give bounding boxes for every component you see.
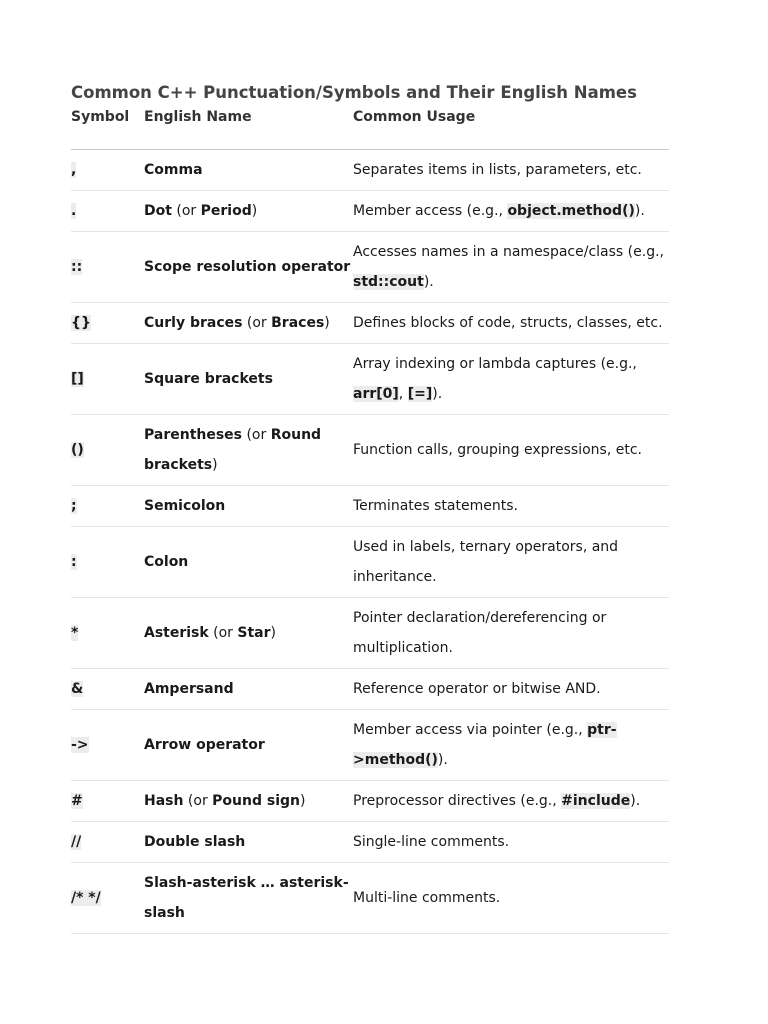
bold-term: Period	[200, 203, 252, 219]
code-snippet: object.method()	[507, 203, 635, 219]
symbol-glyph: .	[71, 203, 77, 219]
text-run: ).	[423, 274, 434, 290]
symbol-cell	[71, 191, 144, 232]
text-run: Used in labels, ternary operators, and inheritance.	[353, 539, 619, 585]
english-name-cell	[144, 232, 353, 303]
bold-term: Square brackets	[144, 371, 273, 387]
english-name-cell	[144, 863, 353, 934]
symbol-glyph: :	[71, 554, 77, 570]
text-run: ).	[634, 203, 645, 219]
symbol-cell	[71, 415, 144, 486]
common-usage-cell	[353, 863, 669, 934]
text-run: Function calls, grouping expressions, etc.	[353, 442, 642, 458]
table-row	[71, 486, 669, 527]
symbol-cell	[71, 344, 144, 415]
common-usage-cell	[353, 781, 669, 822]
bold-term: Slash-asterisk … asterisk-slash	[144, 875, 349, 921]
column-header-common-usage: Common Usage	[353, 109, 669, 150]
table-row	[71, 344, 669, 415]
table-row	[71, 415, 669, 486]
bold-term: Colon	[144, 554, 189, 570]
english-name-cell	[144, 710, 353, 781]
text-run: )	[251, 203, 258, 219]
table-row	[71, 232, 669, 303]
bold-term: Hash	[144, 793, 184, 809]
text-run: Preprocessor directives (e.g.,	[353, 793, 562, 809]
text-run: Accesses names in a namespace/class (e.g.,	[353, 244, 664, 260]
text-run: Single-line comments.	[353, 834, 510, 850]
text-run: ).	[437, 752, 448, 768]
code-snippet: #include	[561, 793, 631, 809]
common-usage-cell	[353, 710, 669, 781]
symbol-glyph: /* */	[71, 890, 101, 906]
bold-term: Pound sign	[212, 793, 300, 809]
symbol-glyph: #	[71, 793, 83, 809]
symbol-glyph: ,	[71, 162, 77, 178]
bold-term: Double slash	[144, 834, 246, 850]
code-snippet: ptr->method()	[353, 722, 617, 768]
english-name-cell	[144, 344, 353, 415]
bold-term: Round brackets	[144, 427, 322, 473]
code-snippet: std::cout	[353, 274, 424, 290]
symbol-glyph: {}	[71, 315, 91, 331]
symbol-cell	[71, 863, 144, 934]
text-run: (or	[242, 315, 272, 331]
bold-term: Parentheses	[144, 427, 243, 443]
document-page	[71, 82, 669, 934]
common-usage-cell	[353, 150, 669, 191]
common-usage-cell	[353, 303, 669, 344]
table-row	[71, 710, 669, 781]
english-name-cell	[144, 303, 353, 344]
common-usage-cell	[353, 669, 669, 710]
bold-term: Semicolon	[144, 498, 226, 514]
table-row	[71, 150, 669, 191]
column-header-english-name: English Name	[144, 109, 353, 150]
symbol-glyph: ;	[71, 498, 77, 514]
table-row	[71, 527, 669, 598]
english-name-cell	[144, 191, 353, 232]
bold-term: Ampersand	[144, 681, 234, 697]
text-run: Member access via pointer (e.g.,	[353, 722, 588, 738]
table-row	[71, 598, 669, 669]
text-run: )	[212, 457, 218, 473]
bold-term: Curly braces	[144, 315, 243, 331]
text-run: Multi-line comments.	[353, 890, 501, 906]
symbol-cell	[71, 232, 144, 303]
text-run: ).	[432, 386, 443, 402]
bold-term: Comma	[144, 162, 203, 178]
symbol-cell	[71, 527, 144, 598]
code-snippet: [=]	[407, 386, 433, 402]
text-run: Member access (e.g.,	[353, 203, 508, 219]
common-usage-cell	[353, 415, 669, 486]
text-run: Defines blocks of code, structs, classes, etc.	[353, 315, 663, 331]
english-name-cell	[144, 598, 353, 669]
bold-term: Dot	[144, 203, 172, 219]
common-usage-cell	[353, 527, 669, 598]
table-body	[71, 150, 669, 934]
text-run: (or	[183, 793, 213, 809]
english-name-cell	[144, 415, 353, 486]
english-name-cell	[144, 486, 353, 527]
symbol-cell	[71, 598, 144, 669]
english-name-cell	[144, 669, 353, 710]
symbol-glyph: ::	[71, 259, 83, 275]
text-run: ,	[398, 386, 408, 402]
symbol-cell	[71, 822, 144, 863]
common-usage-cell	[353, 191, 669, 232]
table-row	[71, 669, 669, 710]
english-name-cell	[144, 527, 353, 598]
common-usage-cell	[353, 822, 669, 863]
symbol-glyph: &	[71, 681, 84, 697]
symbol-glyph: ()	[71, 442, 84, 458]
bold-term: Scope resolution operator	[144, 259, 351, 275]
symbols-table	[71, 109, 669, 934]
symbol-glyph: *	[71, 625, 79, 641]
symbol-glyph: //	[71, 834, 82, 850]
table-row	[71, 303, 669, 344]
bold-term: Arrow operator	[144, 737, 265, 753]
bold-term: Asterisk	[144, 625, 209, 641]
symbol-cell	[71, 486, 144, 527]
text-run: Pointer declaration/dereferencing or multiplication.	[353, 610, 607, 656]
common-usage-cell	[353, 344, 669, 415]
column-header-symbol: Symbol	[71, 109, 144, 150]
common-usage-cell	[353, 486, 669, 527]
text-run: (or	[171, 203, 201, 219]
symbol-cell	[71, 710, 144, 781]
english-name-cell	[144, 822, 353, 863]
table-row	[71, 822, 669, 863]
bold-term: Braces	[271, 315, 325, 331]
english-name-cell	[144, 781, 353, 822]
page-title: Common C++ Punctuation/Symbols and Their English Names	[71, 83, 637, 102]
text-run: )	[270, 625, 276, 641]
text-run: )	[324, 315, 330, 331]
english-name-cell	[144, 150, 353, 191]
common-usage-cell	[353, 232, 669, 303]
symbol-cell	[71, 150, 144, 191]
text-run: Reference operator or bitwise AND.	[353, 681, 601, 697]
symbol-cell	[71, 303, 144, 344]
text-run: Array indexing or lambda captures (e.g.,	[353, 356, 637, 372]
table-header-row	[71, 109, 669, 150]
symbol-glyph: ->	[71, 737, 89, 753]
common-usage-cell	[353, 598, 669, 669]
code-snippet: arr[0]	[353, 386, 399, 402]
symbol-glyph: []	[71, 371, 84, 387]
text-run: Separates items in lists, parameters, etc.	[353, 162, 642, 178]
table-row	[71, 191, 669, 232]
text-run: (or	[208, 625, 238, 641]
table-row	[71, 863, 669, 934]
symbol-cell	[71, 669, 144, 710]
table-row	[71, 781, 669, 822]
bold-term: Star	[237, 625, 271, 641]
text-run: ).	[630, 793, 641, 809]
text-run: Terminates statements.	[353, 498, 518, 514]
symbol-cell	[71, 781, 144, 822]
text-run: (or	[242, 427, 271, 443]
text-run: )	[299, 793, 306, 809]
